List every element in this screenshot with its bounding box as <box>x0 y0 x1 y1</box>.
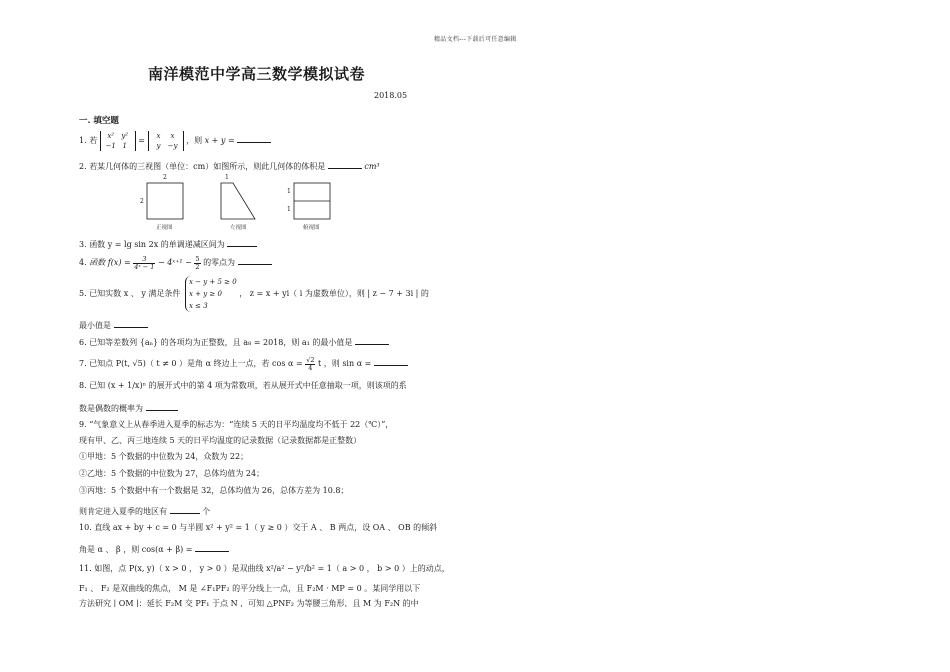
front-view-left-dim: 2 <box>140 198 144 205</box>
fraction-cos: $\frac{√2}{4}$ <box>306 355 315 372</box>
question-10-line-2: 角是 α 、 β ，则 cos(α + β) = <box>79 542 229 555</box>
page-title: 南洋模范中学高三数学模拟试卷 <box>148 65 366 83</box>
answer-blank-9[interactable] <box>170 504 200 514</box>
fraction-1: $\frac{3}{\text{4ˣ − 1}}$ <box>134 254 155 271</box>
question-8-line-2: 数是偶数的概率为 <box>79 401 178 414</box>
header-note: 精品文档---下载后可任意编辑 <box>434 36 517 43</box>
question-10: 10. 直线 ax + by + c = 0 与半圆 x² + y² = 1（ y ≥ 0 ）交于 A 、 B 两点，设 OA 、 OB 的倾斜 <box>79 523 438 532</box>
answer-blank-5[interactable] <box>114 318 148 328</box>
section-heading: 一. 填空题 <box>79 116 119 126</box>
question-1: 1. 若 x² y² −1 1 = x x y −y ，则 x + y = <box>79 131 271 151</box>
question-9-item-3: ③丙地：5 个数据中有一个数据是 32，总体均值为 26，总体方差为 10.8； <box>79 486 349 495</box>
question-3: 3. 函数 y = lg sin 2x 的单调递减区间为 <box>79 237 257 250</box>
side-view-caption: 左视图 <box>230 225 247 231</box>
top-view-dim-1: 1 <box>287 188 291 195</box>
question-11: 11. 如图，点 P(x, y)（ x > 0 ， y > 0 ）是双曲线 x²/a² − y²/b² = 1（ a > 0 ， b > 0 ）上的动点， <box>79 564 450 573</box>
question-9-item-2: ②乙地：5 个数据的中位数为 27，总体均值为 24； <box>79 469 265 478</box>
determinant-left: x² y² −1 1 <box>100 131 136 151</box>
question-2: 2. 若某几何体的三视图（单位：cm）如图所示，则此几何体的体积是 cm³ <box>79 159 380 172</box>
top-view-caption: 俯视图 <box>303 225 320 231</box>
question-9: 9. “气象意义上从春季进入夏季的标志为：“连续 5 天的日平均温度均不低于 22（℃）”， <box>79 420 394 429</box>
question-9-line-2: 现有甲、乙、丙三地连续 5 天的日平均温度的记录数据（记录数据都是正整数） <box>79 436 362 445</box>
answer-blank-2[interactable] <box>328 159 362 169</box>
front-view-top-dim: 2 <box>163 174 167 181</box>
answer-blank-4[interactable] <box>238 255 272 265</box>
question-4: 4. 函数 f(x) = $\frac{3}{\text{4ˣ − 1}}$ − 4ˣ⁺¹ − $\frac{5}{2}$ 的零点为 <box>79 255 272 271</box>
question-5: 5. 已知实数 x 、 y 满足条件 x − y + 5 ≥ 0 x + y ≥ 0 x ≤ 3 ， z = x + yi（ i 为虚数单位），则 | z − 7 + 3i | 的 <box>79 278 429 310</box>
answer-blank-10[interactable] <box>195 542 229 552</box>
answer-blank-1[interactable] <box>237 133 271 143</box>
question-9-conclusion: 则肯定进入夏季的地区有 个 <box>79 504 210 517</box>
constraint-system: x − y + 5 ≥ 0 x + y ≥ 0 x ≤ 3 <box>185 276 237 312</box>
answer-blank-7[interactable] <box>374 356 408 366</box>
answer-blank-3[interactable] <box>227 237 257 247</box>
question-9-item-1: ①甲地：5 个数据的中位数为 24，众数为 22； <box>79 452 249 461</box>
top-view-dim-2: 1 <box>287 206 291 213</box>
question-6: 6. 已知等差数列 {aₙ} 的各项均为正整数，且 a₈ = 2018，则 a₁ 的最小值是 <box>79 335 389 348</box>
question-11-line-3: 方法研究 | OM |：延长 F₂M 交 PF₁ 于点 N ，可知 △PNF₂ 为等腰三角形，且 M 为 F₂N 的中 <box>79 599 419 607</box>
side-view-top-dim: 1 <box>225 174 229 181</box>
answer-blank-6[interactable] <box>355 335 389 345</box>
question-11-line-2: F₁ 、 F₂ 是双曲线的焦点， M 是 ∠F₁PF₂ 的平分线上一点，且 F₂M · MP = 0 。某同学用以下 <box>79 584 421 593</box>
question-8: 8. 已知 (x + 1/x)ⁿ 的展开式中的第 4 项为常数项，若从展开式中任意抽取一项，则该项的系 <box>79 381 407 390</box>
question-5-line-2: 最小值是 <box>79 318 148 331</box>
answer-blank-8[interactable] <box>146 401 178 411</box>
question-7: 7. 已知点 P(t, √5)（ t ≠ 0 ）是角 α 终边上一点，若 cos α = $\frac{√2}{4}$ t ，则 sin α = <box>79 356 408 372</box>
three-views-figure <box>130 170 390 235</box>
front-view-caption: 正视图 <box>156 225 173 231</box>
determinant-right: x x y −y <box>148 131 184 151</box>
fraction-2: $\frac{5}{2}$ <box>195 254 200 271</box>
exam-date: 2018.05 <box>374 91 408 100</box>
